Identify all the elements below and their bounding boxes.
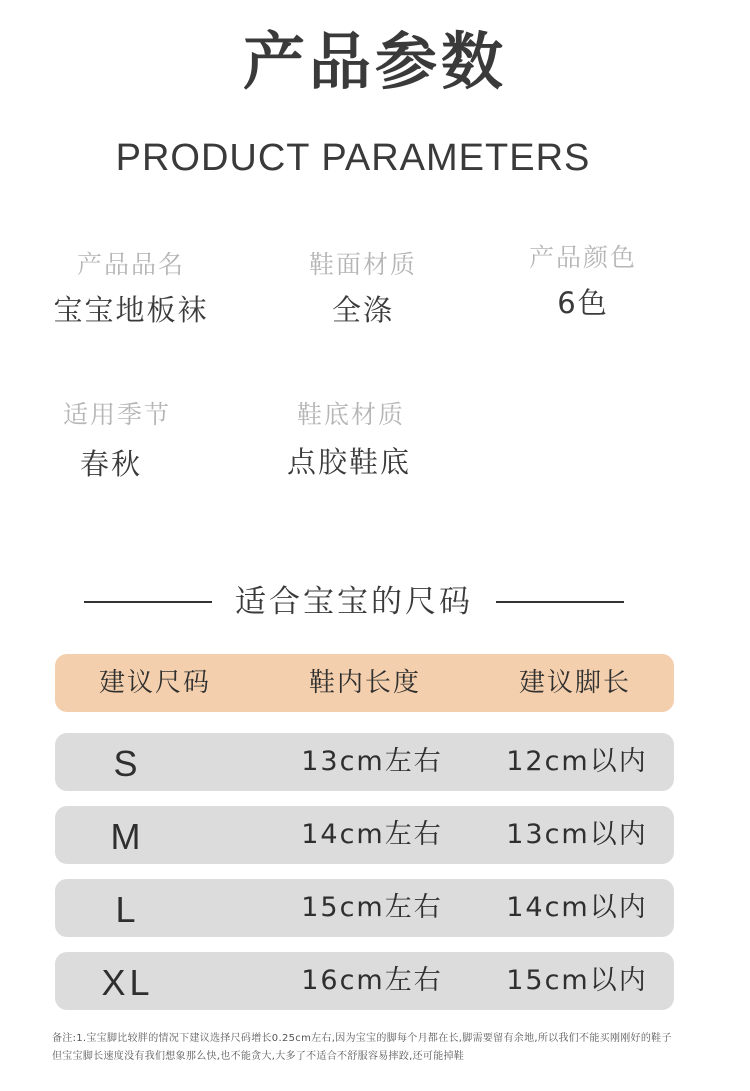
size-row-xl: [55, 952, 674, 1010]
divider-line-left: [84, 601, 212, 603]
size-cell: L: [115, 889, 140, 930]
param-label: 产品品名: [76, 250, 185, 279]
param-value: 6色: [557, 286, 609, 320]
foot-length-cell: 12cm以内: [506, 746, 648, 777]
size-row-l: [55, 879, 674, 937]
footnote-line-2: 但宝宝脚长速度没有我们想象那么快,也不能贪大,大多了不适合不舒服容易摔跤,还可能掉鞋: [52, 1051, 465, 1062]
param-value: 春秋: [79, 447, 142, 481]
inner-length-cell: 14cm左右: [301, 819, 443, 850]
header-foot-length: 建议脚长: [518, 668, 631, 698]
footnote: [52, 1030, 712, 1066]
param-value: 全涤: [331, 293, 394, 327]
size-section-header: [0, 578, 750, 626]
size-cell: S: [113, 743, 142, 784]
page-title: 产品参数: [242, 25, 507, 98]
param-product-name: [36, 248, 226, 330]
size-section-title: 适合宝宝的尺码: [235, 584, 473, 620]
inner-length-cell: 13cm左右: [301, 746, 443, 777]
size-cell: XL: [101, 962, 154, 1003]
param-label: 鞋底材质: [296, 400, 405, 429]
param-upper-material: [268, 248, 458, 330]
param-season: [22, 398, 212, 484]
foot-length-cell: 13cm以内: [506, 819, 648, 850]
param-value: 点胶鞋底: [286, 445, 411, 479]
param-label: 产品颜色: [528, 243, 637, 272]
header-recommended-size: 建议尺码: [98, 668, 211, 698]
header-inner-length: 鞋内长度: [308, 668, 421, 698]
page-subtitle: PRODUCT PARAMETERS: [115, 137, 591, 179]
param-sole-material: [256, 398, 446, 482]
param-color: [488, 241, 678, 323]
param-value: 宝宝地板袜: [53, 293, 209, 327]
param-label: 鞋面材质: [308, 250, 417, 279]
size-row-s: [55, 733, 674, 791]
size-row-m: [55, 806, 674, 864]
divider-line-right: [496, 601, 624, 603]
inner-length-cell: 15cm左右: [301, 892, 443, 923]
foot-length-cell: 15cm以内: [506, 965, 648, 996]
param-label: 适用季节: [62, 400, 171, 429]
footnote-line-1: 备注:1.宝宝脚比较胖的情况下建议选择尺码增长0.25cm左右,因为宝宝的脚每个月都在长,脚需要留有余地,所以我们不能买刚刚好的鞋子: [52, 1033, 672, 1044]
foot-length-cell: 14cm以内: [506, 892, 648, 923]
size-cell: M: [110, 816, 145, 857]
inner-length-cell: 16cm左右: [301, 965, 443, 996]
size-table-header: [55, 654, 674, 712]
